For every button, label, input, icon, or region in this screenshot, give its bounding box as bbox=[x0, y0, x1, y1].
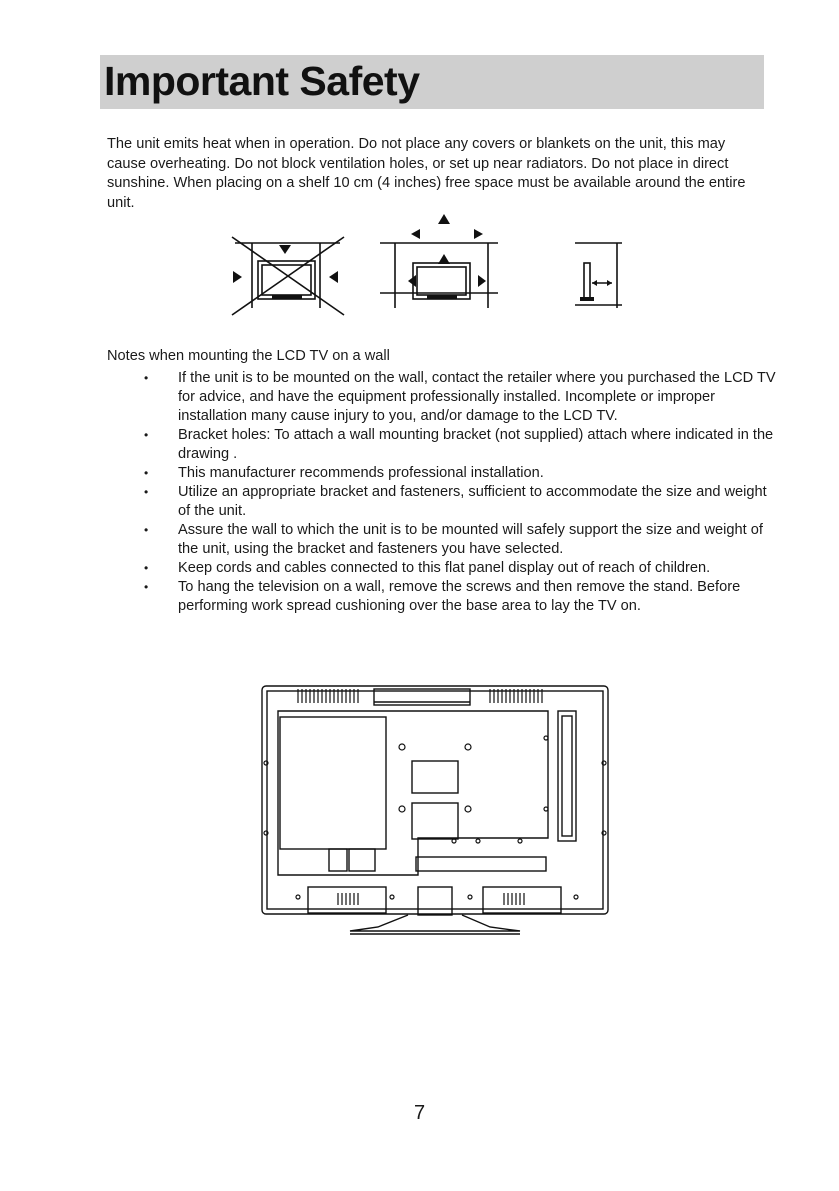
list-item: • Bracket holes: To attach a wall mounting bracket (not supplied) attach where indicated in the drawing . bbox=[144, 427, 774, 462]
bullet-icon: • bbox=[144, 523, 149, 537]
list-item: • If the unit is to be mounted on the wall, contact the retailer where you purchased the LCD TV for advice, and have the equipment professionally installed. Incomplete or improper installation many cause injury to you, and/or damage to the LCD TV. bbox=[144, 370, 776, 424]
notes-heading: Notes when mounting the LCD TV on a wall bbox=[107, 348, 390, 364]
list-item: • Assure the wall to which the unit is to be mounted will safely support the size and weight of the unit, using the bracket and fasteners you have selected. bbox=[144, 522, 763, 557]
list-item: • Keep cords and cables connected to this flat panel display out of reach of children. bbox=[144, 560, 711, 576]
list-item: • To hang the television on a wall, remove the screws and then remove the stand. Before performing work spread cushioning over the base area to lay the TV on. bbox=[144, 579, 741, 614]
bullet-icon: • bbox=[144, 580, 149, 594]
mounting-notes-list bbox=[140, 369, 780, 616]
tv-rear-view-drawing bbox=[258, 683, 614, 939]
intro-paragraph: The unit emits heat when in operation. Do not place any covers or blankets on the unit, this may cause overheating. Do not block ventilation holes, or set up near radiators. Do not place in direct sunshine. When placing on a shelf 10 cm (4 inches) free space must be available around the entire unit. bbox=[107, 136, 746, 211]
page-number: 7 bbox=[413, 1102, 426, 1124]
bullet-icon: • bbox=[144, 466, 149, 480]
bullet-icon: • bbox=[144, 485, 149, 499]
list-item: • This manufacturer recommends professional installation. bbox=[144, 465, 544, 481]
list-item: • Utilize an appropriate bracket and fasteners, sufficient to accommodate the size and weight of the unit. bbox=[144, 484, 767, 519]
bullet-icon: • bbox=[144, 371, 149, 385]
bullet-icon: • bbox=[144, 561, 149, 575]
title-bar bbox=[100, 55, 764, 109]
bullet-icon: • bbox=[144, 428, 149, 442]
page-title: Important Safety bbox=[104, 58, 420, 104]
ventilation-diagrams bbox=[220, 205, 640, 320]
